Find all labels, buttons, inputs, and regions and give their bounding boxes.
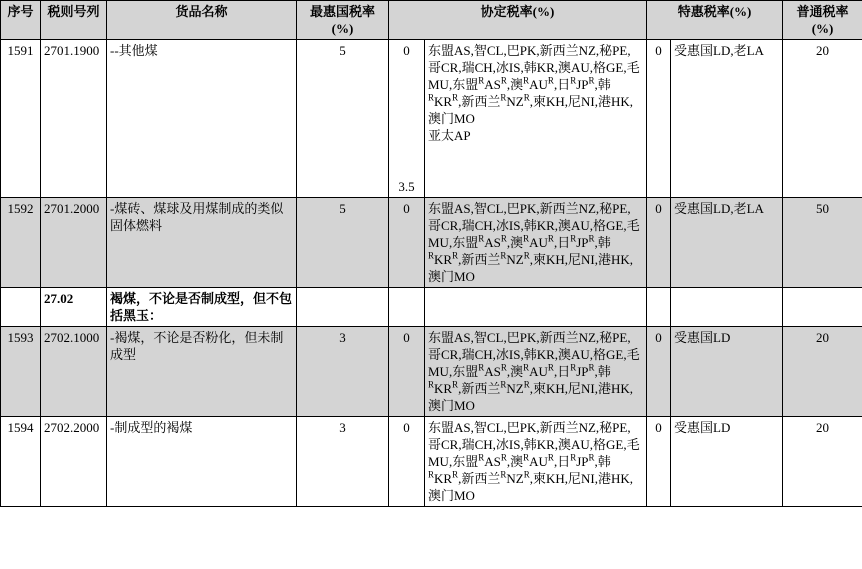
cell-mfn-rate: 3	[297, 417, 389, 507]
cell-agreement-rate: 0	[389, 417, 425, 507]
table-row	[1, 40, 862, 198]
cell-preferential-countries: 受惠国LD	[671, 417, 783, 507]
cell-general-rate	[783, 288, 862, 327]
cell-agreement-rate: 0 3.5	[389, 40, 425, 198]
cell-preferential-rate: 0	[647, 417, 671, 507]
cell-preferential-countries: 受惠国LD	[671, 327, 783, 417]
column-header-name: 货品名称	[107, 1, 297, 40]
cell-goods-name: -煤砖、煤球及用煤制成的类似固体燃料	[107, 198, 297, 288]
cell-preferential-rate: 0	[647, 40, 671, 198]
cell-mfn-rate: 5	[297, 198, 389, 288]
column-header-mfn-rate: 最惠国税率(%)	[297, 1, 389, 40]
cell-sequence: 1591	[1, 40, 41, 198]
cell-agreement-countries: 东盟AS,智CL,巴PK,新西兰NZ,秘PE,哥CR,瑞CH,冰IS,韩KR,澳AU,格GE,毛MU,东盟$^RAS^R$,澳$^RAU^R$,日$^RJP^R$,韩$^RKR^R$,新西兰$^RNZ^R$,柬KH,尼NI,港HK,澳门MO	[425, 327, 647, 417]
cell-sequence: 1594	[1, 417, 41, 507]
cell-tariff-code: 27.02	[41, 288, 107, 327]
column-header-general-rate: 普通税率(%)	[783, 1, 862, 40]
cell-sequence: 1592	[1, 198, 41, 288]
table-row	[1, 417, 862, 507]
cell-mfn-rate	[297, 288, 389, 327]
header-row	[1, 1, 862, 40]
cell-agreement-countries: 东盟AS,智CL,巴PK,新西兰NZ,秘PE,哥CR,瑞CH,冰IS,韩KR,澳AU,格GE,毛MU,东盟$^RAS^R$,澳$^RAU^R$,日$^RJP^R$,韩$^RKR^R$,新西兰$^RNZ^R$,柬KH,尼NI,港HK,澳门MO 亚太AP	[425, 40, 647, 198]
cell-sequence	[1, 288, 41, 327]
cell-agreement-countries	[425, 288, 647, 327]
cell-agreement-rate: 0	[389, 198, 425, 288]
cell-tariff-code: 2702.1000	[41, 327, 107, 417]
column-header-code: 税则号列	[41, 1, 107, 40]
table-body	[1, 40, 862, 507]
cell-general-rate: 20	[783, 40, 862, 198]
cell-agreement-countries: 东盟AS,智CL,巴PK,新西兰NZ,秘PE,哥CR,瑞CH,冰IS,韩KR,澳AU,格GE,毛MU,东盟$^RAS^R$,澳$^RAU^R$,日$^RJP^R$,韩$^RKR^R$,新西兰$^RNZ^R$,柬KH,尼NI,港HK,澳门MO	[425, 198, 647, 288]
table-header	[1, 1, 862, 40]
table-row	[1, 327, 862, 417]
cell-agreement-rate	[389, 288, 425, 327]
cell-agreement-countries: 东盟AS,智CL,巴PK,新西兰NZ,秘PE,哥CR,瑞CH,冰IS,韩KR,澳AU,格GE,毛MU,东盟$^RAS^R$,澳$^RAU^R$,日$^RJP^R$,韩$^RKR^R$,新西兰$^RNZ^R$,柬KH,尼NI,港HK,澳门MO	[425, 417, 647, 507]
cell-goods-name: --其他煤	[107, 40, 297, 198]
cell-general-rate: 20	[783, 327, 862, 417]
cell-tariff-code: 2702.2000	[41, 417, 107, 507]
cell-mfn-rate: 5	[297, 40, 389, 198]
cell-tariff-code: 2701.1900	[41, 40, 107, 198]
cell-preferential-rate: 0	[647, 327, 671, 417]
column-header-seq: 序号	[1, 1, 41, 40]
cell-agreement-rate: 0	[389, 327, 425, 417]
cell-goods-name: 褐煤，不论是否制成型，但不包括黑玉：	[107, 288, 297, 327]
cell-preferential-countries	[671, 288, 783, 327]
cell-preferential-countries: 受惠国LD,老LA	[671, 40, 783, 198]
cell-goods-name: -褐煤，不论是否粉化，但未制成型	[107, 327, 297, 417]
cell-preferential-countries: 受惠国LD,老LA	[671, 198, 783, 288]
column-header-agreement-rate: 协定税率(%)	[389, 1, 647, 40]
column-header-preferential-rate: 特惠税率(%)	[647, 1, 783, 40]
cell-preferential-rate: 0	[647, 198, 671, 288]
cell-goods-name: -制成型的褐煤	[107, 417, 297, 507]
cell-mfn-rate: 3	[297, 327, 389, 417]
cell-general-rate: 20	[783, 417, 862, 507]
cell-general-rate: 50	[783, 198, 862, 288]
cell-preferential-rate	[647, 288, 671, 327]
table-row	[1, 198, 862, 288]
table-row	[1, 288, 862, 327]
cell-sequence: 1593	[1, 327, 41, 417]
cell-tariff-code: 2701.2000	[41, 198, 107, 288]
